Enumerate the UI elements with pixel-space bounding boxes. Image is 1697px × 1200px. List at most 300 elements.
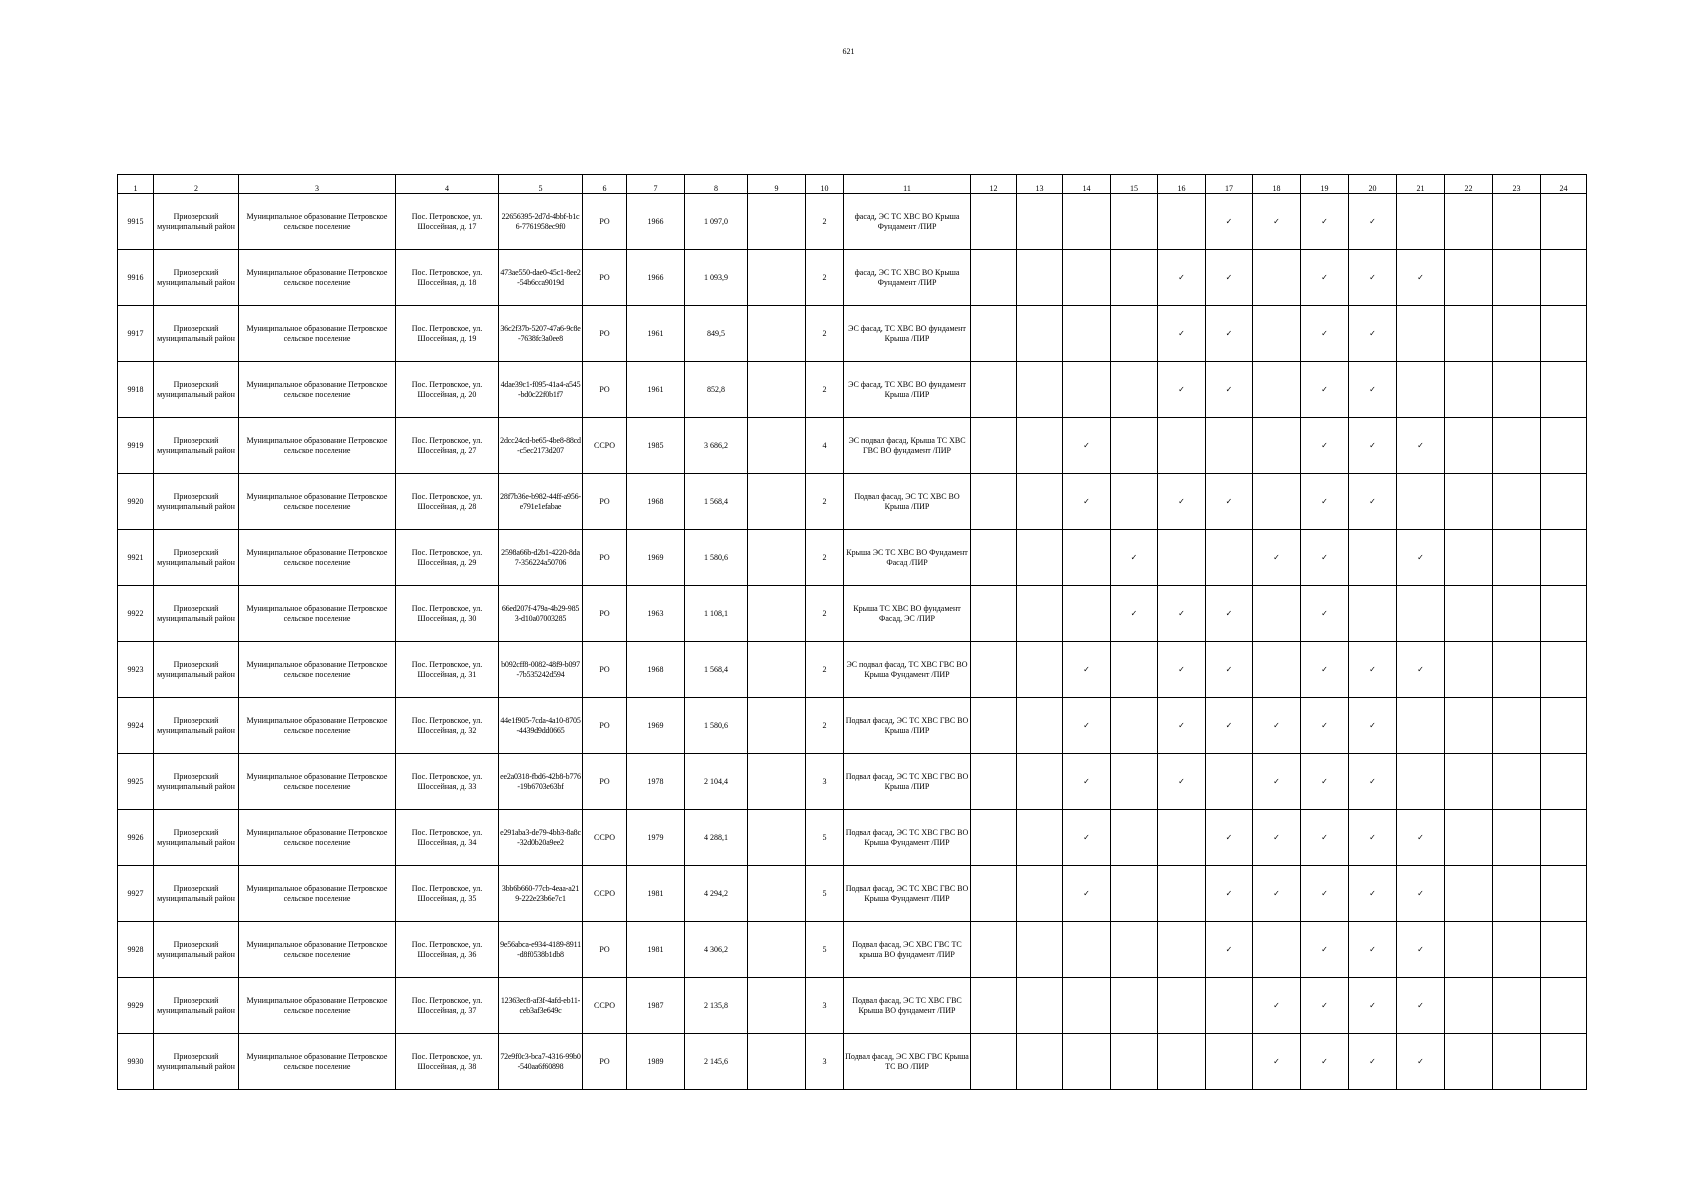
checkmark-icon: ✓ — [1301, 586, 1349, 642]
empty-cell — [971, 418, 1017, 474]
empty-cell — [1445, 530, 1493, 586]
guid-cell: 28f7b36e-b982-44ff-a956-e791e1efabae — [499, 474, 583, 530]
empty-cell — [1493, 866, 1541, 922]
district-cell: Приозерский муниципальный район — [154, 586, 239, 642]
empty-cell — [1541, 586, 1587, 642]
table-row — [118, 866, 1587, 922]
checkmark-icon: ✓ — [1158, 306, 1206, 362]
floors-cell: 2 — [806, 362, 844, 418]
type-cell: РО — [583, 1034, 627, 1090]
year-cell: 1985 — [627, 418, 685, 474]
address-cell: Пос. Петровское, ул. Шоссейная, д. 34 — [396, 810, 499, 866]
municipality-cell: Муниципальное образование Петровское сельское поселение — [239, 306, 396, 362]
column-header-23: 23 — [1493, 175, 1541, 194]
year-cell: 1969 — [627, 698, 685, 754]
guid-cell: 12363ec8-af3f-4afd-eb11-ceb3af3e649c — [499, 978, 583, 1034]
empty-cell — [1493, 978, 1541, 1034]
works-cell: фасад, ЭС ТС ХВС ВО Крыша Фундамент /ПИР — [844, 194, 971, 250]
table-row — [118, 362, 1587, 418]
checkmark-icon: ✓ — [1301, 474, 1349, 530]
empty-cell — [1445, 250, 1493, 306]
empty-cell — [1445, 194, 1493, 250]
empty-cell — [1493, 306, 1541, 362]
column-header-14: 14 — [1063, 175, 1111, 194]
checkmark-icon: ✓ — [1063, 642, 1111, 698]
empty-cell — [1111, 922, 1158, 978]
works-cell: Подвал фасад, ЭС ТС ХВС ГВС ВО Крыша /ПИР — [844, 698, 971, 754]
empty-cell — [971, 698, 1017, 754]
address-cell: Пос. Петровское, ул. Шоссейная, д. 28 — [396, 474, 499, 530]
empty-cell — [1445, 642, 1493, 698]
empty-cell — [1541, 362, 1587, 418]
address-cell: Пос. Петровское, ул. Шоссейная, д. 35 — [396, 866, 499, 922]
empty-cell — [1397, 474, 1445, 530]
table-row — [118, 698, 1587, 754]
checkmark-icon: ✓ — [1063, 866, 1111, 922]
type-cell: ССРО — [583, 418, 627, 474]
empty-cell — [971, 530, 1017, 586]
municipality-cell: Муниципальное образование Петровское сельское поселение — [239, 418, 396, 474]
year-cell: 1979 — [627, 810, 685, 866]
district-cell: Приозерский муниципальный район — [154, 810, 239, 866]
column-header-1: 1 — [118, 175, 154, 194]
type-cell: РО — [583, 306, 627, 362]
district-cell: Приозерский муниципальный район — [154, 194, 239, 250]
column-header-10: 10 — [806, 175, 844, 194]
checkmark-icon: ✓ — [1253, 530, 1301, 586]
empty-cell — [1253, 586, 1301, 642]
checkmark-icon: ✓ — [1301, 1034, 1349, 1090]
table-row — [118, 194, 1587, 250]
year-cell: 1981 — [627, 922, 685, 978]
floors-cell: 3 — [806, 754, 844, 810]
column-header-16: 16 — [1158, 175, 1206, 194]
works-cell: Подвал фасад, ЭС ТС ХВС ГВС ВО Крыша Фундамент /ПИР — [844, 866, 971, 922]
empty-cell — [971, 194, 1017, 250]
empty-cell — [1017, 586, 1063, 642]
row-number: 9918 — [118, 362, 154, 418]
empty-cell — [1397, 754, 1445, 810]
checkmark-icon: ✓ — [1206, 866, 1253, 922]
empty-cell — [1017, 754, 1063, 810]
empty-cell — [1541, 418, 1587, 474]
checkmark-icon: ✓ — [1349, 306, 1397, 362]
column-header-21: 21 — [1397, 175, 1445, 194]
floors-cell: 3 — [806, 1034, 844, 1090]
empty-cell — [1445, 866, 1493, 922]
works-cell: Подвал фасад, ЭС ТС ХВС ВО Крыша /ПИР — [844, 474, 971, 530]
district-cell: Приозерский муниципальный район — [154, 978, 239, 1034]
row-number: 9927 — [118, 866, 154, 922]
floors-cell: 5 — [806, 810, 844, 866]
area-cell: 4 306,2 — [685, 922, 748, 978]
empty-cell — [1017, 362, 1063, 418]
column-header-2: 2 — [154, 175, 239, 194]
works-cell: Подвал фасад, ЭС ХВС ГВС ТС крыша ВО фундамент /ПИР — [844, 922, 971, 978]
empty-cell — [1111, 698, 1158, 754]
empty-cell — [1017, 642, 1063, 698]
col9-cell — [748, 418, 806, 474]
empty-cell — [1493, 754, 1541, 810]
empty-cell — [1158, 194, 1206, 250]
row-number: 9928 — [118, 922, 154, 978]
checkmark-icon: ✓ — [1206, 474, 1253, 530]
row-number: 9922 — [118, 586, 154, 642]
empty-cell — [1445, 474, 1493, 530]
type-cell: РО — [583, 698, 627, 754]
empty-cell — [1541, 810, 1587, 866]
municipality-cell: Муниципальное образование Петровское сельское поселение — [239, 530, 396, 586]
column-header-8: 8 — [685, 175, 748, 194]
address-cell: Пос. Петровское, ул. Шоссейная, д. 37 — [396, 978, 499, 1034]
checkmark-icon: ✓ — [1063, 418, 1111, 474]
district-cell: Приозерский муниципальный район — [154, 306, 239, 362]
empty-cell — [1445, 978, 1493, 1034]
row-number: 9925 — [118, 754, 154, 810]
empty-cell — [1493, 1034, 1541, 1090]
empty-cell — [1445, 922, 1493, 978]
guid-cell: e291aba3-de79-4bb3-8a8c-32d0b20a9ee2 — [499, 810, 583, 866]
district-cell: Приозерский муниципальный район — [154, 642, 239, 698]
empty-cell — [1158, 418, 1206, 474]
table-row — [118, 754, 1587, 810]
year-cell: 1987 — [627, 978, 685, 1034]
checkmark-icon: ✓ — [1301, 250, 1349, 306]
district-cell: Приозерский муниципальный район — [154, 754, 239, 810]
empty-cell — [971, 306, 1017, 362]
address-cell: Пос. Петровское, ул. Шоссейная, д. 30 — [396, 586, 499, 642]
column-header-24: 24 — [1541, 175, 1587, 194]
col9-cell — [748, 250, 806, 306]
municipality-cell: Муниципальное образование Петровское сельское поселение — [239, 810, 396, 866]
checkmark-icon: ✓ — [1397, 810, 1445, 866]
type-cell: РО — [583, 250, 627, 306]
register-table — [117, 174, 1587, 1090]
type-cell: РО — [583, 922, 627, 978]
empty-cell — [971, 1034, 1017, 1090]
checkmark-icon: ✓ — [1397, 922, 1445, 978]
area-cell: 3 686,2 — [685, 418, 748, 474]
empty-cell — [1445, 362, 1493, 418]
checkmark-icon: ✓ — [1063, 474, 1111, 530]
column-header-20: 20 — [1349, 175, 1397, 194]
address-cell: Пос. Петровское, ул. Шоссейная, д. 19 — [396, 306, 499, 362]
empty-cell — [1158, 978, 1206, 1034]
year-cell: 1966 — [627, 194, 685, 250]
empty-cell — [1017, 250, 1063, 306]
checkmark-icon: ✓ — [1206, 698, 1253, 754]
floors-cell: 2 — [806, 642, 844, 698]
address-cell: Пос. Петровское, ул. Шоссейная, д. 20 — [396, 362, 499, 418]
works-cell: ЭС подвал фасад, Крыша ТС ХВС ГВС ВО фундамент /ПИР — [844, 418, 971, 474]
table-row — [118, 418, 1587, 474]
header-row — [118, 175, 1587, 194]
area-cell: 1 108,1 — [685, 586, 748, 642]
address-cell: Пос. Петровское, ул. Шоссейная, д. 27 — [396, 418, 499, 474]
district-cell: Приозерский муниципальный район — [154, 922, 239, 978]
empty-cell — [1253, 362, 1301, 418]
empty-cell — [1397, 362, 1445, 418]
guid-cell: 9e56abca-e934-4189-8911-d8f0538b1db8 — [499, 922, 583, 978]
empty-cell — [1397, 194, 1445, 250]
type-cell: РО — [583, 586, 627, 642]
area-cell: 1 580,6 — [685, 530, 748, 586]
address-cell: Пос. Петровское, ул. Шоссейная, д. 32 — [396, 698, 499, 754]
guid-cell: ee2a0318-fbd6-42b8-b776-19b6703e63bf — [499, 754, 583, 810]
row-number: 9915 — [118, 194, 154, 250]
column-header-9: 9 — [748, 175, 806, 194]
empty-cell — [1158, 810, 1206, 866]
column-header-6: 6 — [583, 175, 627, 194]
checkmark-icon: ✓ — [1206, 306, 1253, 362]
checkmark-icon: ✓ — [1158, 586, 1206, 642]
empty-cell — [1063, 530, 1111, 586]
floors-cell: 2 — [806, 194, 844, 250]
municipality-cell: Муниципальное образование Петровское сельское поселение — [239, 754, 396, 810]
empty-cell — [1493, 418, 1541, 474]
checkmark-icon: ✓ — [1349, 474, 1397, 530]
empty-cell — [1493, 922, 1541, 978]
empty-cell — [1541, 194, 1587, 250]
col9-cell — [748, 698, 806, 754]
empty-cell — [1158, 922, 1206, 978]
empty-cell — [1541, 922, 1587, 978]
checkmark-icon: ✓ — [1206, 586, 1253, 642]
checkmark-icon: ✓ — [1206, 642, 1253, 698]
area-cell: 2 145,6 — [685, 1034, 748, 1090]
municipality-cell: Муниципальное образование Петровское сельское поселение — [239, 866, 396, 922]
municipality-cell: Муниципальное образование Петровское сельское поселение — [239, 474, 396, 530]
checkmark-icon: ✓ — [1158, 474, 1206, 530]
empty-cell — [1253, 418, 1301, 474]
empty-cell — [1158, 530, 1206, 586]
year-cell: 1963 — [627, 586, 685, 642]
address-cell: Пос. Петровское, ул. Шоссейная, д. 38 — [396, 1034, 499, 1090]
empty-cell — [1397, 698, 1445, 754]
row-number: 9916 — [118, 250, 154, 306]
guid-cell: 473ae550-dae0-45c1-8ee2-54b6cca9019d — [499, 250, 583, 306]
checkmark-icon: ✓ — [1253, 194, 1301, 250]
district-cell: Приозерский муниципальный район — [154, 698, 239, 754]
column-header-7: 7 — [627, 175, 685, 194]
checkmark-icon: ✓ — [1301, 642, 1349, 698]
checkmark-icon: ✓ — [1063, 810, 1111, 866]
type-cell: РО — [583, 642, 627, 698]
table-row — [118, 810, 1587, 866]
empty-cell — [1111, 250, 1158, 306]
type-cell: РО — [583, 754, 627, 810]
checkmark-icon: ✓ — [1397, 978, 1445, 1034]
empty-cell — [971, 642, 1017, 698]
district-cell: Приозерский муниципальный район — [154, 474, 239, 530]
empty-cell — [1445, 418, 1493, 474]
empty-cell — [1111, 474, 1158, 530]
municipality-cell: Муниципальное образование Петровское сельское поселение — [239, 250, 396, 306]
guid-cell: 66ed207f-479a-4b29-9853-d10a07003285 — [499, 586, 583, 642]
floors-cell: 5 — [806, 922, 844, 978]
empty-cell — [971, 362, 1017, 418]
checkmark-icon: ✓ — [1158, 362, 1206, 418]
column-header-11: 11 — [844, 175, 971, 194]
municipality-cell: Муниципальное образование Петровское сельское поселение — [239, 194, 396, 250]
district-cell: Приозерский муниципальный район — [154, 362, 239, 418]
checkmark-icon: ✓ — [1397, 866, 1445, 922]
checkmark-icon: ✓ — [1206, 362, 1253, 418]
area-cell: 1 568,4 — [685, 642, 748, 698]
empty-cell — [1017, 474, 1063, 530]
row-number: 9930 — [118, 1034, 154, 1090]
checkmark-icon: ✓ — [1349, 978, 1397, 1034]
row-number: 9923 — [118, 642, 154, 698]
checkmark-icon: ✓ — [1158, 754, 1206, 810]
empty-cell — [1017, 922, 1063, 978]
empty-cell — [1541, 530, 1587, 586]
address-cell: Пос. Петровское, ул. Шоссейная, д. 31 — [396, 642, 499, 698]
empty-cell — [971, 586, 1017, 642]
col9-cell — [748, 810, 806, 866]
guid-cell: 3bb6b660-77cb-4eaa-a219-222e23b6e7c1 — [499, 866, 583, 922]
checkmark-icon: ✓ — [1301, 418, 1349, 474]
year-cell: 1978 — [627, 754, 685, 810]
page-number: 621 — [842, 47, 855, 56]
empty-cell — [1445, 306, 1493, 362]
empty-cell — [1541, 250, 1587, 306]
empty-cell — [1541, 754, 1587, 810]
type-cell: ССРО — [583, 810, 627, 866]
guid-cell: 22656395-2d7d-4bbf-b1c6-7761958ec9f0 — [499, 194, 583, 250]
checkmark-icon: ✓ — [1158, 642, 1206, 698]
year-cell: 1981 — [627, 866, 685, 922]
year-cell: 1961 — [627, 362, 685, 418]
empty-cell — [1445, 586, 1493, 642]
address-cell: Пос. Петровское, ул. Шоссейная, д. 18 — [396, 250, 499, 306]
empty-cell — [1111, 978, 1158, 1034]
empty-cell — [1063, 978, 1111, 1034]
checkmark-icon: ✓ — [1301, 530, 1349, 586]
empty-cell — [1541, 978, 1587, 1034]
guid-cell: 4dae39c1-f095-41a4-a545-bd0c22f0b1f7 — [499, 362, 583, 418]
checkmark-icon: ✓ — [1349, 866, 1397, 922]
empty-cell — [1541, 642, 1587, 698]
checkmark-icon: ✓ — [1206, 250, 1253, 306]
empty-cell — [1017, 194, 1063, 250]
empty-cell — [971, 754, 1017, 810]
checkmark-icon: ✓ — [1349, 698, 1397, 754]
area-cell: 2 135,8 — [685, 978, 748, 1034]
empty-cell — [1253, 642, 1301, 698]
column-header-22: 22 — [1445, 175, 1493, 194]
row-number: 9924 — [118, 698, 154, 754]
col9-cell — [748, 194, 806, 250]
empty-cell — [1493, 194, 1541, 250]
checkmark-icon: ✓ — [1253, 810, 1301, 866]
empty-cell — [1206, 754, 1253, 810]
empty-cell — [971, 810, 1017, 866]
checkmark-icon: ✓ — [1349, 922, 1397, 978]
municipality-cell: Муниципальное образование Петровское сельское поселение — [239, 698, 396, 754]
empty-cell — [1017, 698, 1063, 754]
col9-cell — [748, 978, 806, 1034]
district-cell: Приозерский муниципальный район — [154, 530, 239, 586]
municipality-cell: Муниципальное образование Петровское сельское поселение — [239, 922, 396, 978]
col9-cell — [748, 586, 806, 642]
empty-cell — [1158, 1034, 1206, 1090]
column-header-12: 12 — [971, 175, 1017, 194]
floors-cell: 2 — [806, 698, 844, 754]
checkmark-icon: ✓ — [1253, 978, 1301, 1034]
type-cell: РО — [583, 530, 627, 586]
works-cell: Крыша ТС ХВС ВО фундамент Фасад, ЭС /ПИР — [844, 586, 971, 642]
column-header-3: 3 — [239, 175, 396, 194]
year-cell: 1966 — [627, 250, 685, 306]
empty-cell — [1253, 250, 1301, 306]
checkmark-icon: ✓ — [1349, 362, 1397, 418]
checkmark-icon: ✓ — [1397, 250, 1445, 306]
column-header-5: 5 — [499, 175, 583, 194]
empty-cell — [1253, 922, 1301, 978]
checkmark-icon: ✓ — [1206, 194, 1253, 250]
checkmark-icon: ✓ — [1349, 194, 1397, 250]
empty-cell — [1063, 922, 1111, 978]
municipality-cell: Муниципальное образование Петровское сельское поселение — [239, 978, 396, 1034]
table-row — [118, 250, 1587, 306]
empty-cell — [1111, 810, 1158, 866]
district-cell: Приозерский муниципальный район — [154, 250, 239, 306]
checkmark-icon: ✓ — [1253, 754, 1301, 810]
floors-cell: 2 — [806, 250, 844, 306]
empty-cell — [1493, 810, 1541, 866]
empty-cell — [1017, 810, 1063, 866]
year-cell: 1961 — [627, 306, 685, 362]
row-number: 9929 — [118, 978, 154, 1034]
checkmark-icon: ✓ — [1206, 810, 1253, 866]
row-number: 9919 — [118, 418, 154, 474]
empty-cell — [1111, 418, 1158, 474]
area-cell: 4 294,2 — [685, 866, 748, 922]
empty-cell — [1349, 530, 1397, 586]
column-header-15: 15 — [1111, 175, 1158, 194]
table-body — [118, 194, 1587, 1090]
empty-cell — [1111, 754, 1158, 810]
district-cell: Приозерский муниципальный район — [154, 1034, 239, 1090]
checkmark-icon: ✓ — [1063, 698, 1111, 754]
area-cell: 1 097,0 — [685, 194, 748, 250]
empty-cell — [1017, 418, 1063, 474]
empty-cell — [1397, 586, 1445, 642]
empty-cell — [1063, 250, 1111, 306]
checkmark-icon: ✓ — [1349, 1034, 1397, 1090]
empty-cell — [1397, 306, 1445, 362]
floors-cell: 2 — [806, 474, 844, 530]
area-cell: 852,8 — [685, 362, 748, 418]
table-row — [118, 530, 1587, 586]
empty-cell — [1111, 642, 1158, 698]
empty-cell — [1206, 530, 1253, 586]
empty-cell — [1541, 698, 1587, 754]
year-cell: 1969 — [627, 530, 685, 586]
area-cell: 4 288,1 — [685, 810, 748, 866]
col9-cell — [748, 922, 806, 978]
checkmark-icon: ✓ — [1301, 306, 1349, 362]
works-cell: Подвал фасад, ЭС ТС ХВС ГВС ВО Крыша /ПИР — [844, 754, 971, 810]
empty-cell — [971, 922, 1017, 978]
checkmark-icon: ✓ — [1158, 250, 1206, 306]
district-cell: Приозерский муниципальный район — [154, 418, 239, 474]
checkmark-icon: ✓ — [1397, 642, 1445, 698]
checkmark-icon: ✓ — [1397, 1034, 1445, 1090]
empty-cell — [1493, 698, 1541, 754]
works-cell: Подвал фасад, ЭС ТС ХВС ГВС ВО Крыша Фундамент /ПИР — [844, 810, 971, 866]
